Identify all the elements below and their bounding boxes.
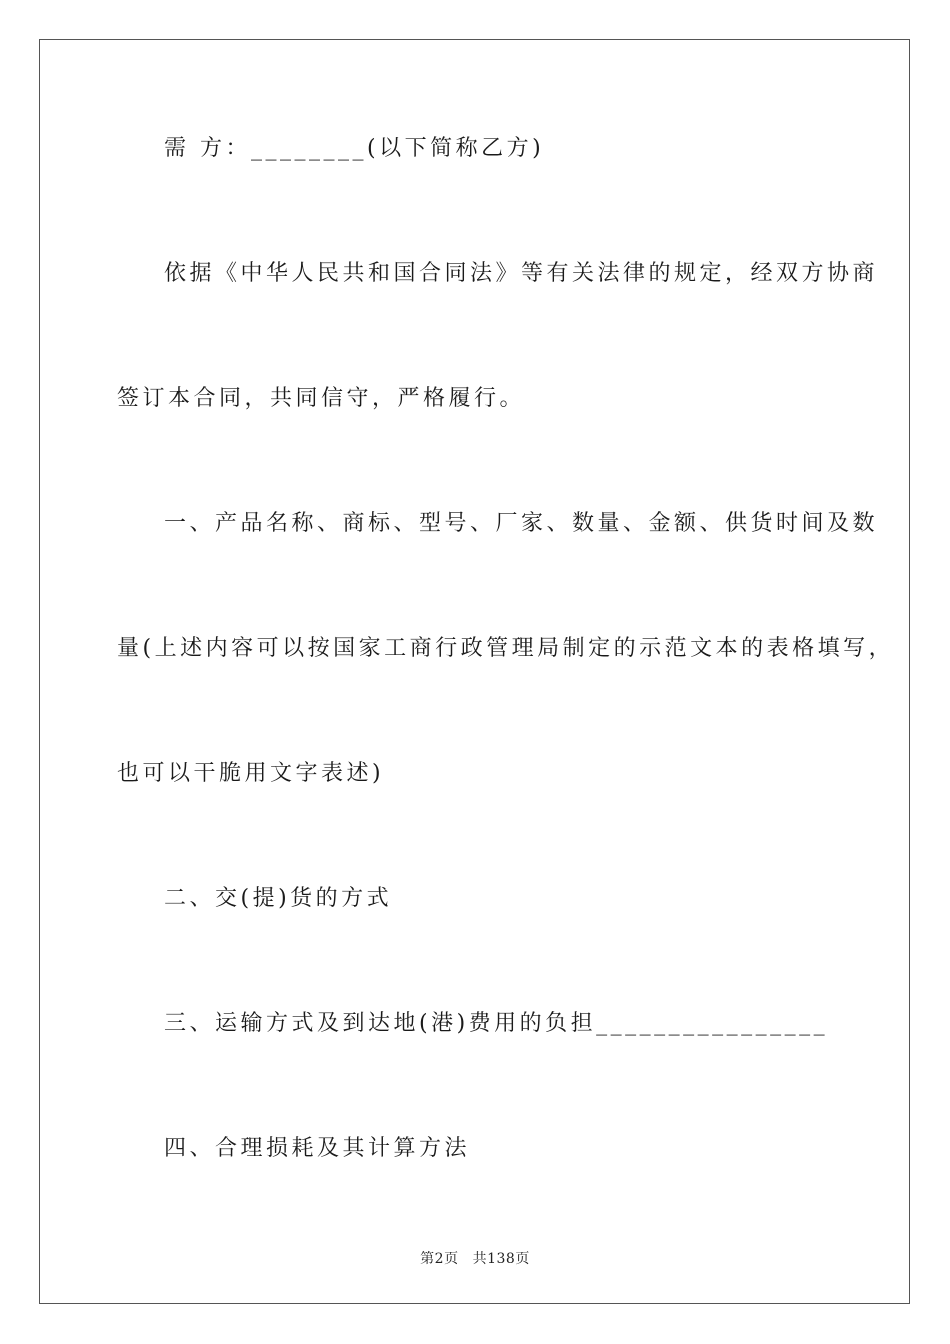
clause-2-heading: 二、交(提)货的方式 bbox=[164, 886, 393, 911]
clause-1-heading: 一、产品名称、商标、型号、厂家、数量、金额、供货时间及数 bbox=[164, 511, 879, 536]
page-border bbox=[39, 39, 910, 1304]
page-total: 共138页 bbox=[472, 1251, 530, 1267]
paragraph-legal-basis-cont: 签订本合同，共同信守，严格履行。 bbox=[117, 386, 526, 411]
buyer-line: 需 方：________(以下简称乙方) bbox=[164, 136, 545, 161]
page-footer bbox=[0, 1248, 950, 1268]
clause-1-cont-2: 也可以干脆用文字表述) bbox=[117, 761, 385, 786]
paragraph-legal-basis: 依据《中华人民共和国合同法》等有关法律的规定，经双方协商 bbox=[164, 261, 879, 286]
clause-4-heading: 四、合理损耗及其计算方法 bbox=[164, 1136, 471, 1161]
clause-1-cont: 量(上述内容可以按国家工商行政管理局制定的示范文本的表格填写， bbox=[117, 636, 895, 661]
clause-3-heading: 三、运输方式及到达地(港)费用的负担________________ bbox=[164, 1011, 829, 1036]
page-number: 第2页 bbox=[420, 1251, 459, 1267]
